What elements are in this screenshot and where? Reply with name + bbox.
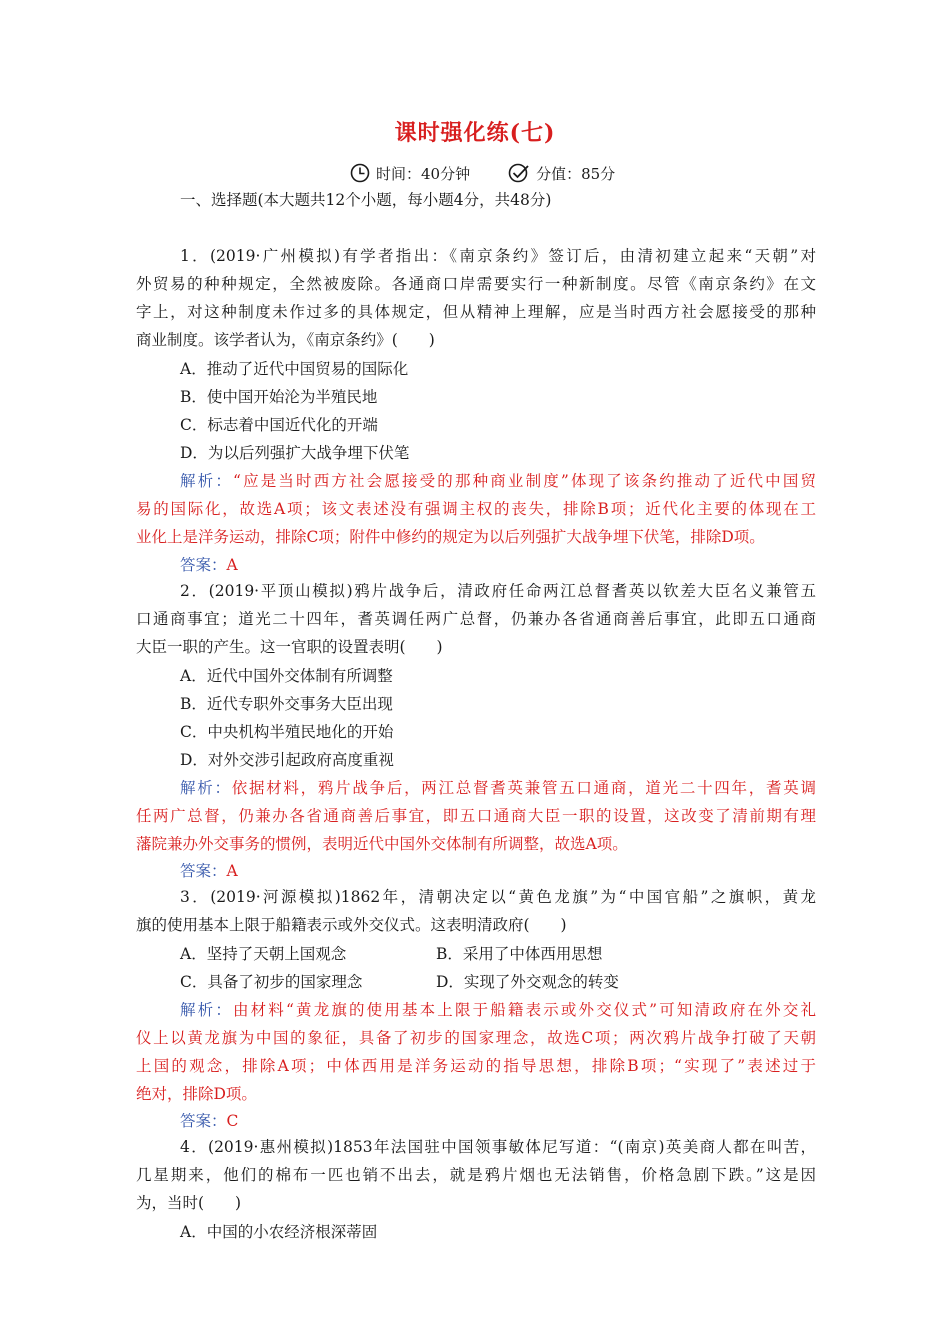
time-info bbox=[350, 163, 470, 184]
q1-stem-line: 1．(2019·广州模拟)有学者指出：《南京条约》签订后，由清初建立起来“天朝”对 bbox=[180, 247, 816, 265]
q1-answer bbox=[136, 551, 816, 579]
time-label: 时间：40分钟 bbox=[376, 164, 471, 183]
q2-analysis-line: 解析：依据材料，鸦片战争后，两江总督耆英兼管五口通商，道光二十四年，耆英调 bbox=[180, 779, 816, 797]
q3-answer-value: C bbox=[226, 1112, 239, 1130]
q2-answer-value: A bbox=[226, 862, 238, 880]
q1-option-c: C．标志着中国近代化的开端 bbox=[180, 416, 378, 434]
q1-analysis-line: 解析：“应是当时西方社会愿接受的那种商业制度”体现了该条约推动了近代中国贸 bbox=[180, 472, 816, 490]
q2-answer bbox=[136, 857, 816, 885]
answer-label: 答案： bbox=[180, 1112, 227, 1130]
q3-option-d: D．实现了外交观念的转变 bbox=[436, 973, 619, 991]
q1-stem-line: 商业制度。该学者认为，《南京条约》( ) bbox=[136, 331, 435, 349]
q4-stem-line: 为，当时( ) bbox=[136, 1194, 242, 1212]
q3-stem-line: 旗的使用基本上限于船籍表示或外交仪式。这表明清政府( ) bbox=[136, 916, 567, 934]
q4-stem-line: 几星期来，他们的棉布一匹也销不出去，就是鸦片烟也无法销售，价格急剧下跌。”这是因 bbox=[136, 1166, 816, 1184]
q1-option-d: D．为以后列强扩大战争埋下伏笔 bbox=[180, 444, 410, 462]
q3-answer bbox=[136, 1107, 816, 1135]
q3-stem-line: 3．(2019·河源模拟)1862年，清朝决定以“黄色龙旗”为“中国官船”之旗帜，黄龙 bbox=[180, 888, 816, 906]
section-heading: 一、选择题(本大题共12个小题，每小题4分，共48分) bbox=[180, 191, 552, 209]
q2-analysis-line: 任两广总督，仍兼办各省通商善后事宜，即五口通商大臣一职的设置，这改变了清前期有理 bbox=[136, 807, 816, 825]
score-info bbox=[508, 163, 615, 184]
score-label: 分值：85分 bbox=[536, 164, 616, 183]
q3-options-row bbox=[136, 940, 816, 968]
q1-stem-line: 外贸易的种种规定，全然被废除。各通商口岸需要实行一种新制度。尽管《南京条约》在文 bbox=[136, 275, 816, 293]
q3-options-row bbox=[136, 968, 816, 996]
q1-option-b: B．使中国开始沦为半殖民地 bbox=[180, 388, 378, 406]
q3-option-a: A．坚持了天朝上国观念 bbox=[180, 945, 347, 963]
q3-option-b: B．采用了中体西用思想 bbox=[436, 945, 603, 963]
q3-option-c: C．具备了初步的国家理念 bbox=[180, 973, 363, 991]
q4-option-a: A．中国的小农经济根深蒂固 bbox=[180, 1223, 378, 1241]
q1-option-a: A．推动了近代中国贸易的国际化 bbox=[180, 360, 409, 378]
q2-option-b: B．近代专职外交事务大臣出现 bbox=[180, 695, 393, 713]
answer-label: 答案： bbox=[180, 556, 227, 574]
q2-stem-line: 2．(2019·平顶山模拟)鸦片战争后，清政府任命两江总督耆英以钦差大臣名义兼管五 bbox=[180, 582, 816, 600]
q2-analysis-line: 藩院兼办外交事务的惯例，表明近代中国外交体制有所调整，故选A项。 bbox=[136, 835, 628, 853]
q1-analysis-line: 易的国际化，故选A项；该文表述没有强调主权的丧失，排除B项；近代化主要的体现在工 bbox=[136, 500, 816, 518]
q1-answer-value: A bbox=[226, 556, 238, 574]
q1-analysis-line: 业化上是洋务运动，排除C项；附件中修约的规定为以后列强扩大战争埋下伏笔，排除D项。 bbox=[136, 528, 765, 546]
q3-analysis-line: 仪上以黄龙旗为中国的象征，具备了初步的国家理念，故选C项；两次鸦片战争打破了天朝 bbox=[136, 1029, 816, 1047]
q2-option-d: D．对外交涉引起政府高度重视 bbox=[180, 751, 394, 769]
meta-bar bbox=[350, 158, 670, 188]
analysis-label: 解析： bbox=[180, 472, 233, 490]
q3-analysis-line: 绝对，排除D项。 bbox=[136, 1085, 257, 1103]
q2-stem-line: 大臣一职的产生。这一官职的设置表明( ) bbox=[136, 638, 443, 656]
check-circle-icon bbox=[508, 163, 530, 183]
analysis-label: 解析： bbox=[180, 1001, 233, 1019]
q2-stem-line: 口通商事宜；道光二十四年，耆英调任两广总督，仍兼办各省通商善后事宜，此即五口通商 bbox=[136, 610, 816, 628]
q1-stem-line: 字上，对这种制度未作过多的具体规定，但从精神上理解，应是当时西方社会愿接受的那种 bbox=[136, 303, 816, 321]
clock-icon bbox=[350, 163, 370, 183]
page-title: 课时强化练(七) bbox=[394, 120, 556, 146]
q2-option-a: A．近代中国外交体制有所调整 bbox=[180, 667, 393, 685]
q3-analysis-line: 解析：由材料“黄龙旗的使用基本上限于船籍表示或外交仪式”可知清政府在外交礼 bbox=[180, 1001, 816, 1019]
q3-analysis-line: 上国的观念，排除A项；中体西用是洋务运动的指导思想，排除B项；“实现了”表述过于 bbox=[136, 1057, 816, 1075]
analysis-label: 解析： bbox=[180, 779, 232, 797]
q2-option-c: C．中央机构半殖民地化的开始 bbox=[180, 723, 394, 741]
q4-stem-line: 4．(2019·惠州模拟)1853年法国驻中国领事敏体尼写道：“(南京)英美商人都在叫苦， bbox=[180, 1138, 816, 1156]
answer-label: 答案： bbox=[180, 862, 227, 880]
